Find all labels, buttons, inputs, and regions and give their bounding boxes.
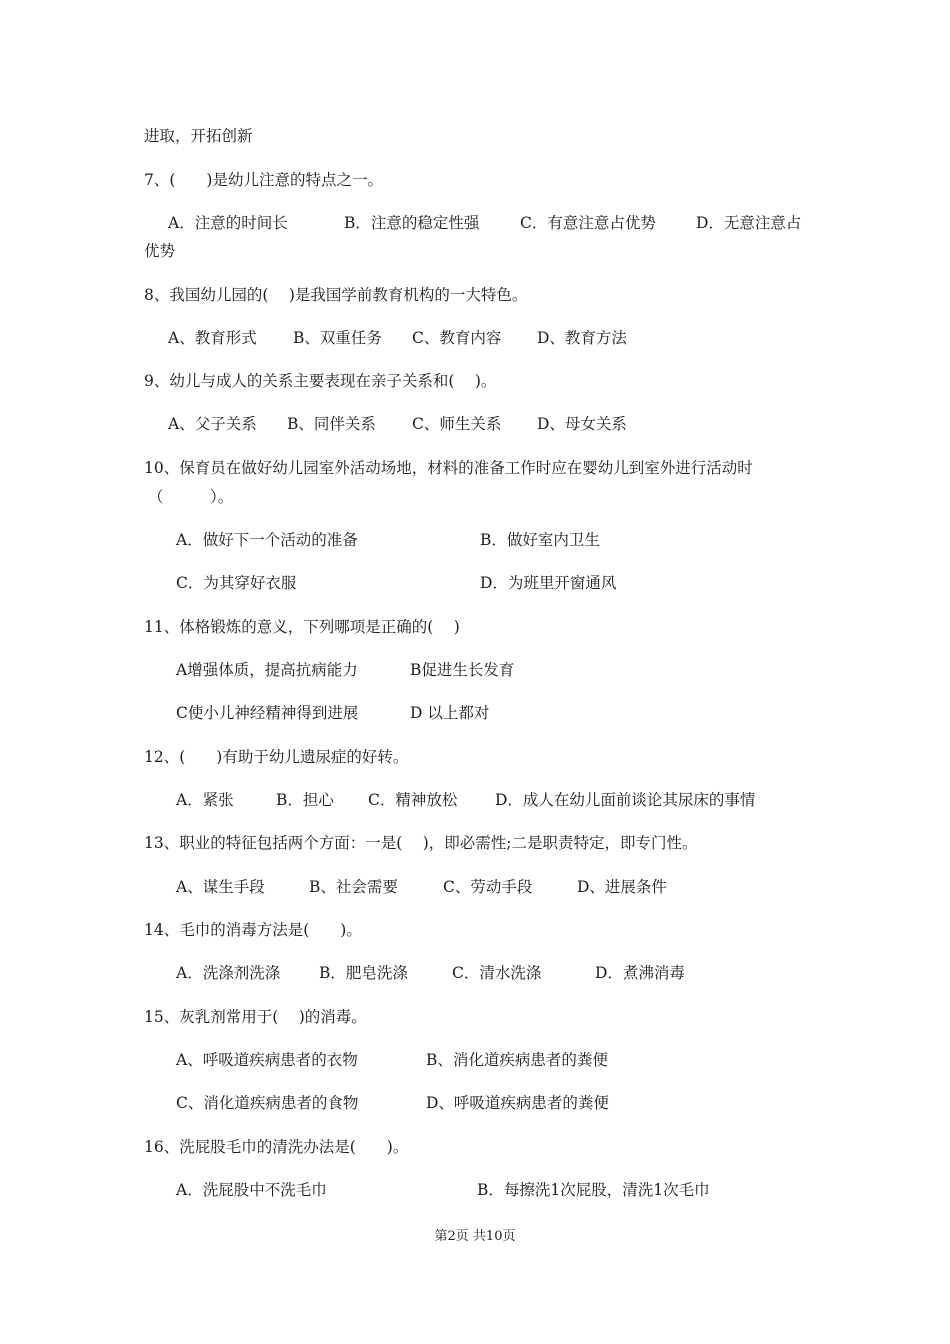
question-8-option-a: A、教育形式 xyxy=(168,329,257,347)
question-14-option-b: B．肥皂洗涤 xyxy=(319,964,408,982)
question-9-stem: 9、幼儿与成人的关系主要表现在亲子关系和( )。 xyxy=(144,372,497,390)
question-13-option-b: B、社会需要 xyxy=(309,878,398,896)
question-7-option-b: B．注意的稳定性强 xyxy=(344,214,480,232)
question-15-option-a: A、呼吸道疾病患者的衣物 xyxy=(176,1051,358,1069)
question-9-option-b: B、同伴关系 xyxy=(287,415,376,433)
question-15-stem: 15、灰乳剂常用于( )的消毒。 xyxy=(144,1008,367,1026)
question-10-option-a: A．做好下一个活动的准备 xyxy=(176,531,358,549)
question-12-option-d: D．成人在幼儿面前谈论其尿床的事情 xyxy=(495,791,756,809)
question-16-option-b: B．每擦洗1次屁股，清洗1次毛巾 xyxy=(477,1181,710,1199)
question-7-option-c: C．有意注意占优势 xyxy=(520,214,656,232)
question-8-option-b: B、双重任务 xyxy=(293,329,382,347)
question-10-option-d: D．为班里开窗通风 xyxy=(480,574,617,592)
question-8-stem: 8、我国幼儿园的( )是我国学前教育机构的一大特色。 xyxy=(144,286,528,304)
question-15-option-c: C、消化道疾病患者的食物 xyxy=(176,1094,359,1112)
question-7-option-d: D．无意注意占 xyxy=(696,214,802,232)
question-7-option-d-wrap: 优势 xyxy=(144,242,176,260)
question-14-option-c: C．清水洗涤 xyxy=(452,964,542,982)
continuation-text: 进取，开拓创新 xyxy=(144,127,253,145)
question-13-option-c: C、劳动手段 xyxy=(443,878,533,896)
question-9-option-a: A、父子关系 xyxy=(168,415,257,433)
question-12-option-a: A．紧张 xyxy=(176,791,234,809)
question-11-stem: 11、体格锻炼的意义，下列哪项是正确的( ) xyxy=(144,618,460,636)
question-15-option-d: D、呼吸道疾病患者的粪便 xyxy=(426,1094,609,1112)
question-13-option-d: D、进展条件 xyxy=(577,878,667,896)
question-7-stem: 7、( )是幼儿注意的特点之一。 xyxy=(144,171,383,189)
question-11-option-d: D 以上都对 xyxy=(410,704,490,722)
question-9-option-d: D、母女关系 xyxy=(537,415,627,433)
question-11-option-a: A增强体质，提高抗病能力 xyxy=(176,661,358,679)
question-11-option-c: C使小儿神经精神得到进展 xyxy=(176,704,359,722)
page-footer: 第2页 共10页 xyxy=(434,1229,516,1244)
question-16-stem: 16、洗屁股毛巾的清洗办法是( )。 xyxy=(144,1138,409,1156)
question-7-option-a: A．注意的时间长 xyxy=(168,214,288,232)
question-12-option-c: C．精神放松 xyxy=(368,791,458,809)
question-10-option-b: B．做好室内卫生 xyxy=(480,531,600,549)
question-10-stem-continued: （ ）。 xyxy=(148,488,234,506)
question-13-stem: 13、职业的特征包括两个方面：一是( )，即必需性;二是职责特定，即专门性。 xyxy=(144,834,698,852)
question-9-option-c: C、师生关系 xyxy=(412,415,502,433)
question-12-option-b: B．担心 xyxy=(276,791,334,809)
question-12-stem: 12、( )有助于幼儿遗尿症的好转。 xyxy=(144,748,409,766)
question-16-option-a: A．洗屁股中不洗毛巾 xyxy=(176,1181,327,1199)
question-10-stem: 10、保育员在做好幼儿园室外活动场地，材料的准备工作时应在婴幼儿到室外进行活动时 xyxy=(144,459,753,477)
question-15-option-b: B、消化道疾病患者的粪便 xyxy=(426,1051,608,1069)
question-10-option-c: C．为其穿好衣服 xyxy=(176,574,297,592)
question-8-option-d: D、教育方法 xyxy=(537,329,627,347)
question-13-option-a: A、谋生手段 xyxy=(176,878,265,896)
question-8-option-c: C、教育内容 xyxy=(412,329,502,347)
question-14-option-a: A．洗涤剂洗涤 xyxy=(176,964,281,982)
question-11-option-b: B促进生长发育 xyxy=(410,661,515,679)
question-14-option-d: D．煮沸消毒 xyxy=(595,964,685,982)
question-14-stem: 14、毛巾的消毒方法是( )。 xyxy=(144,921,362,939)
